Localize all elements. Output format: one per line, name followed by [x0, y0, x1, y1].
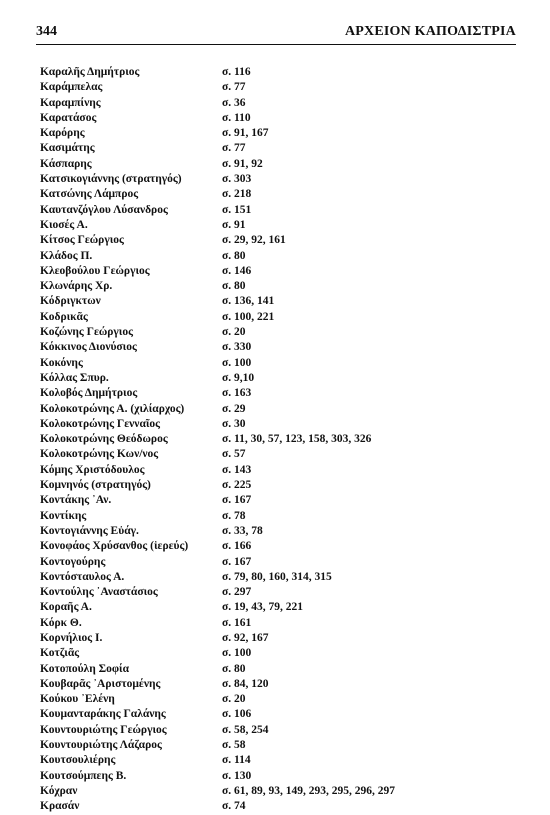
index-entry — [40, 96, 520, 111]
index-entry — [40, 356, 520, 371]
entry-page-reference: σ. 58 — [222, 739, 246, 752]
entry-page-reference: σ. 218 — [222, 188, 252, 201]
entry-name: Καρατάσος — [40, 111, 97, 124]
name-index-list — [40, 65, 520, 815]
index-entry — [40, 111, 520, 126]
entry-name: Κοντούλης ᾿Αναστάσιος — [40, 586, 158, 599]
page-header — [36, 24, 516, 44]
index-entry — [40, 585, 520, 600]
running-title: ΑΡΧΕΙΟΝ ΚΑΠΟΔΙΣΤΡΙΑ — [345, 24, 516, 39]
entry-name: Κάσπαρης — [40, 157, 92, 170]
entry-name: Κορνήλιος Ι. — [40, 631, 103, 644]
entry-page-reference: σ. 30 — [222, 417, 246, 430]
entry-page-reference: σ. 79, 80, 160, 314, 315 — [222, 570, 332, 583]
index-entry — [40, 631, 520, 646]
entry-page-reference: σ. 163 — [222, 387, 252, 400]
index-entry — [40, 769, 520, 784]
index-entry — [40, 723, 520, 738]
entry-page-reference: σ. 19, 43, 79, 221 — [222, 601, 304, 614]
index-entry — [40, 233, 520, 248]
entry-name: Κλάδος Π. — [40, 249, 93, 262]
index-entry — [40, 310, 520, 325]
index-entry — [40, 662, 520, 677]
entry-name: Κουβαρᾶς ᾿Αριστομένης — [40, 677, 161, 690]
index-entry — [40, 555, 520, 570]
entry-name: Καραλῆς Δημήτριος — [40, 66, 140, 78]
entry-page-reference: σ. 80 — [222, 662, 246, 675]
entry-page-reference: σ. 100 — [222, 647, 252, 660]
index-entry — [40, 447, 520, 462]
entry-name: Κοντόσταυλος Α. — [40, 570, 125, 583]
entry-page-reference: σ. 100, 221 — [222, 310, 275, 323]
index-entry — [40, 141, 520, 156]
entry-page-reference: σ. 167 — [222, 555, 252, 568]
index-entry — [40, 279, 520, 294]
entry-name: Κουτσούμπεης Β. — [40, 769, 127, 782]
entry-page-reference: σ. 57 — [222, 448, 246, 461]
entry-page-reference: σ. 20 — [222, 326, 246, 339]
entry-name: Κατσώνης Λάμπρος — [40, 188, 139, 201]
index-entry — [40, 570, 520, 585]
entry-name: Κομνηνός (στρατηγός) — [40, 479, 151, 492]
index-entry — [40, 753, 520, 768]
index-entry — [40, 493, 520, 508]
index-entry — [40, 417, 520, 432]
entry-name: Κοζώνης Γεώργιος — [40, 326, 133, 339]
index-entry — [40, 463, 520, 478]
entry-page-reference: σ. 167 — [222, 494, 252, 507]
index-entry — [40, 646, 520, 661]
entry-name: Κιοσές Α. — [40, 218, 88, 231]
entry-page-reference: σ. 91, 92 — [222, 157, 263, 170]
entry-name: Κλεοβούλου Γεώργιος — [40, 264, 150, 277]
entry-page-reference: σ. 84, 120 — [222, 677, 269, 690]
entry-page-reference: σ. 92, 167 — [222, 631, 269, 644]
index-entry — [40, 432, 520, 447]
entry-page-reference: σ. 303 — [222, 173, 252, 186]
entry-page-reference: σ. 161 — [222, 616, 252, 629]
index-entry — [40, 692, 520, 707]
index-entry — [40, 539, 520, 554]
index-entry — [40, 187, 520, 202]
entry-name: Καυτανζόγλου Λύσανδρος — [40, 203, 168, 216]
entry-page-reference: σ. 136, 141 — [222, 295, 275, 308]
entry-name: Κοντίκης — [40, 509, 87, 522]
entry-name: Κόμης Χριστόδουλος — [40, 463, 145, 476]
entry-name: Κοτοπούλη Σοφία — [40, 662, 130, 675]
entry-page-reference: σ. 36 — [222, 96, 246, 109]
entry-page-reference: σ. 130 — [222, 769, 252, 782]
entry-page-reference: σ. 58, 254 — [222, 723, 269, 736]
index-entry — [40, 172, 520, 187]
entry-page-reference: σ. 74 — [222, 800, 246, 813]
entry-page-reference: σ. 100 — [222, 356, 252, 369]
entry-name: Κασιμάτης — [40, 142, 95, 155]
entry-name: Κοκόνης — [40, 356, 83, 369]
entry-page-reference: σ. 77 — [222, 142, 246, 155]
entry-name: Καρόρης — [40, 127, 85, 140]
entry-page-reference: σ. 80 — [222, 280, 246, 293]
entry-name: Κλωνάρης Χρ. — [40, 280, 113, 293]
entry-name: Καράμπελας — [40, 81, 103, 94]
index-entry — [40, 340, 520, 355]
entry-name: Κουμανταράκης Γαλάνης — [40, 708, 166, 721]
entry-name: Κολοβός Δημήτριος — [40, 387, 138, 400]
entry-name: Κόρκ Θ. — [40, 616, 82, 629]
index-entry — [40, 707, 520, 722]
entry-name: Κόλλας Σπυρ. — [40, 371, 109, 384]
entry-name: Κολοκοτρώνης Κων/νος — [40, 448, 159, 461]
index-entry — [40, 294, 520, 309]
entry-name: Κόδριγκτων — [40, 295, 101, 308]
index-entry — [40, 249, 520, 264]
entry-name: Κονοφάος Χρύσανθος (ἱερεύς) — [40, 540, 189, 553]
entry-page-reference: σ. 11, 30, 57, 123, 158, 303, 326 — [222, 433, 372, 446]
entry-name: Κόχραν — [40, 784, 78, 797]
entry-page-reference: σ. 166 — [222, 540, 252, 553]
entry-page-reference: σ. 106 — [222, 708, 252, 721]
index-entry — [40, 784, 520, 799]
entry-name: Κίτσος Γεώργιος — [40, 234, 124, 247]
entry-page-reference: σ. 143 — [222, 463, 252, 476]
entry-page-reference: σ. 20 — [222, 693, 246, 706]
entry-page-reference: σ. 297 — [222, 586, 252, 599]
entry-page-reference: σ. 77 — [222, 81, 246, 94]
entry-page-reference: σ. 91 — [222, 218, 246, 231]
entry-name: Κουτσουλιέρης — [40, 754, 116, 767]
entry-page-reference: σ. 80 — [222, 249, 246, 262]
entry-name: Κολοκοτρώνης Θεόδωρος — [40, 433, 168, 446]
entry-name: Κοραῆς Α. — [40, 601, 92, 614]
entry-page-reference: σ. 61, 89, 93, 149, 293, 295, 296, 297 — [222, 784, 396, 797]
entry-name: Κολοκοτρώνης Γενναῖος — [40, 417, 161, 430]
index-entry — [40, 325, 520, 340]
index-entry — [40, 402, 520, 417]
index-entry — [40, 371, 520, 386]
entry-name: Κρασάν — [40, 800, 80, 813]
entry-name: Καραμπίνης — [40, 96, 101, 109]
entry-name: Κοδρικᾶς — [40, 310, 88, 323]
index-entry — [40, 677, 520, 692]
index-entry — [40, 264, 520, 279]
index-entry — [40, 218, 520, 233]
index-entry — [40, 478, 520, 493]
index-entry — [40, 524, 520, 539]
entry-name: Κοντογούρης — [40, 555, 106, 568]
entry-name: Κοντάκης ᾿Αν. — [40, 494, 112, 507]
entry-page-reference: σ. 9,10 — [222, 371, 255, 384]
entry-page-reference: σ. 114 — [222, 754, 251, 767]
index-entry — [40, 126, 520, 141]
entry-name: Κοντογιάννης Εὐάγ. — [40, 524, 139, 537]
entry-name: Κοτζιᾶς — [40, 647, 80, 660]
entry-name: Κούκου ᾿Ελένη — [40, 693, 115, 706]
entry-name: Κόκκινος Διονύσιος — [40, 341, 137, 354]
header-rule — [36, 44, 516, 45]
entry-page-reference: σ. 78 — [222, 509, 246, 522]
entry-page-reference: σ. 33, 78 — [222, 524, 263, 537]
entry-name: Κουντουριώτης Λάζαρος — [40, 739, 162, 752]
entry-page-reference: σ. 110 — [222, 111, 251, 124]
index-entry — [40, 157, 520, 172]
entry-page-reference: σ. 29 — [222, 402, 246, 415]
index-entry — [40, 738, 520, 753]
entry-name: Κολοκοτρώνης Α. (χιλίαρχος) — [40, 402, 185, 415]
entry-name: Κουντουριώτης Γεώργιος — [40, 723, 167, 736]
index-entry — [40, 203, 520, 218]
entry-page-reference: σ. 29, 92, 161 — [222, 234, 286, 247]
index-entry — [40, 509, 520, 524]
entry-page-reference: σ. 151 — [222, 203, 252, 216]
index-entry — [40, 386, 520, 401]
entry-page-reference: σ. 116 — [222, 66, 251, 78]
entry-name: Κατσικογιάννης (στρατηγός) — [40, 173, 182, 186]
index-entry — [40, 799, 520, 814]
entry-page-reference: σ. 146 — [222, 264, 252, 277]
entry-page-reference: σ. 225 — [222, 479, 252, 492]
entry-page-reference: σ. 91, 167 — [222, 127, 269, 140]
index-entry — [40, 80, 520, 95]
index-entry — [40, 600, 520, 615]
entry-page-reference: σ. 330 — [222, 341, 252, 354]
index-entry — [40, 616, 520, 631]
index-entry — [40, 65, 520, 80]
page-number: 344 — [36, 24, 57, 39]
